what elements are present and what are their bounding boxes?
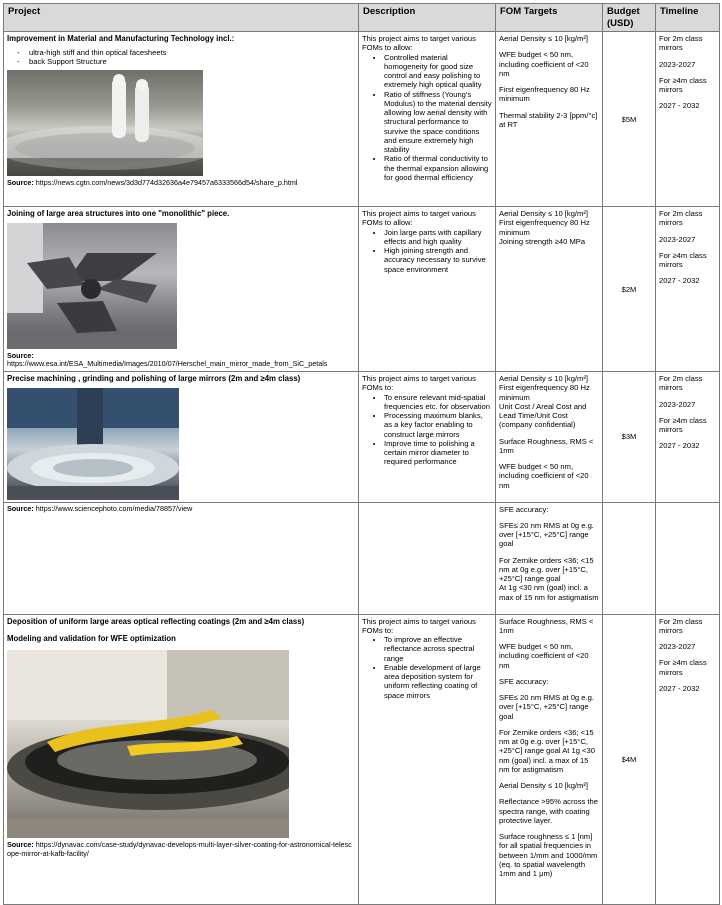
project-title: Precise machining , grinding and polishing of large mirrors (2m and ≥4m class) bbox=[7, 374, 301, 384]
fom-line: SFE≤ 20 nm RMS at 0g e.g. over [+15°C, +25°C] range goal bbox=[499, 693, 594, 721]
project-title: Improvement in Material and Manufacturing Technology incl.: bbox=[7, 34, 235, 44]
description-cell bbox=[359, 207, 496, 372]
timeline-line: For ≥4m class mirrors bbox=[659, 658, 707, 677]
fom-line: SFE≤ 20 nm RMS at 0g e.g. over [+15°C, +25°C] range goal bbox=[499, 520, 594, 549]
table-row bbox=[4, 502, 720, 614]
source-link[interactable]: https://www.sciencephoto.com/media/78857/view bbox=[35, 503, 193, 513]
list-item: • To ensure relevant mid-spatial frequencies etc. for observation bbox=[384, 393, 492, 412]
list-item: • Enable development of large area deposition system for uniform reflecting coating of space mirrors bbox=[384, 663, 492, 700]
timeline-line: For ≥4m class mirrors bbox=[659, 75, 707, 95]
description-cell bbox=[359, 502, 496, 614]
table-row bbox=[4, 614, 720, 904]
fom-cell bbox=[496, 32, 603, 207]
list-item: • Controlled material homogeneity for good size control and easy polishing to extremely high optical quality bbox=[384, 53, 492, 90]
fom-cell bbox=[496, 207, 603, 372]
fom-line: Thermal stability 2-3 [ppm/°c] at RT bbox=[499, 110, 598, 129]
description-cell bbox=[359, 614, 496, 904]
fom-line: For Zernike orders <36; <15 nm at 0g e.g. over [+15°C, +25°C] range goal bbox=[499, 555, 594, 584]
project-table bbox=[3, 3, 720, 905]
fom-line: Unit Cost / Areal Cost and Lead Time/Unit Cost (company confidential) bbox=[499, 401, 587, 430]
list-item: • Ratio of thermal conductivity to the thermal expansion allowing for good thermal efficiency bbox=[384, 154, 492, 182]
project-title: Joining of large area structures into one "monolithic" piece. bbox=[7, 209, 230, 219]
header-description: Description bbox=[359, 4, 496, 32]
source-line: Source: https://news.cgtn.com/news/3d3d774d32636a4e79457a6333566d54/share_p.html bbox=[7, 178, 298, 188]
description-list bbox=[362, 228, 492, 274]
header-timeline: Timeline bbox=[656, 4, 720, 32]
project-cell bbox=[4, 32, 359, 207]
timeline-line: For 2m class mirrors bbox=[659, 34, 703, 53]
timeline-line: 2023-2027 bbox=[659, 234, 696, 244]
fom-line: First eigenfrequency 80 Hz minimum bbox=[499, 218, 590, 237]
fom-line: WFE budget < 50 nm, including coefficient of <20 nm bbox=[499, 462, 589, 490]
fom-line: Surface Roughness, RMS < 1nm bbox=[499, 616, 594, 635]
timeline-line: For 2m class mirrors bbox=[659, 209, 703, 228]
timeline-line: For 2m class mirrors bbox=[659, 616, 703, 635]
project-title: Deposition of uniform large areas optical reflecting coatings (2m and ≥4m class) bbox=[7, 616, 305, 626]
fom-line: First eigenfrequency 80 Hz minimum bbox=[499, 383, 590, 402]
project-items bbox=[7, 48, 355, 67]
timeline-line: For ≥4m class mirrors bbox=[659, 415, 707, 435]
list-item: • High joining strength and accuracy necessary to survive space environment bbox=[384, 246, 492, 274]
fom-line: For Zernike orders <36; <15 nm at 0g e.g. over [+15°C, +25°C] range goal At 1g <30 nm (goal) incl. a max of 15 nm for astigmatism bbox=[499, 727, 595, 774]
description-intro: This project aims to target various FOMs to: bbox=[362, 616, 476, 635]
coating-mirror-photo bbox=[7, 650, 289, 838]
list-item: • Join large parts with capillary effects and high quality bbox=[384, 228, 492, 247]
fom-cell bbox=[496, 614, 603, 904]
fom-line: WFE budget < 50 nm, including coefficient of <20 nm bbox=[499, 50, 589, 78]
description-intro: This project aims to target various FOMs to allow: bbox=[362, 209, 476, 228]
timeline-line: 2023-2027 bbox=[659, 59, 696, 69]
source-line: Source: https://www.esa.int/ESA_Multimedia/Images/2010/07/Herschel_main_mirror_made_from_SiC_petals bbox=[7, 350, 328, 369]
description-intro: This project aims to target various FOMs to: bbox=[362, 374, 476, 393]
header-budget: Budget (USD) bbox=[603, 4, 656, 32]
timeline-cell bbox=[656, 372, 720, 503]
cleanroom-mirror-photo bbox=[7, 70, 203, 176]
table-row bbox=[4, 372, 720, 503]
fom-line: Aerial Density ≤ 10 [kg/m²] bbox=[499, 209, 588, 219]
fom-line: Joining strength ≥40 MPa bbox=[499, 236, 586, 246]
timeline-line: 2027 - 2032 bbox=[659, 101, 700, 111]
timeline-line: For 2m class mirrors bbox=[659, 374, 703, 393]
header-fom: FOM Targets bbox=[496, 4, 603, 32]
source-link[interactable]: https://dynavac.com/case-study/dynavac-develops-multi-layer-silver-coating-for-astronomical-telescope-mirror-at-kafb-facility/ bbox=[7, 839, 352, 858]
budget-cell: $3M bbox=[603, 372, 656, 503]
budget-cell: $2M bbox=[603, 207, 656, 372]
timeline-cell bbox=[656, 32, 720, 207]
timeline-line: 2027 - 2032 bbox=[659, 276, 700, 286]
budget-cell bbox=[603, 502, 656, 614]
polishing-machine-photo bbox=[7, 388, 179, 500]
fom-line: Aerial Density ≤ 10 [kg/m²] bbox=[499, 34, 588, 44]
header-row bbox=[4, 4, 720, 32]
project-cell bbox=[4, 502, 359, 614]
project-subtitle: Modeling and validation for WFE optimization bbox=[7, 634, 176, 644]
fom-cell bbox=[496, 372, 603, 503]
timeline-line: 2027 - 2032 bbox=[659, 441, 700, 451]
source-link[interactable]: https://news.cgtn.com/news/3d3d774d32636a4e79457a6333566d54/share_p.html bbox=[35, 178, 298, 188]
description-list bbox=[362, 393, 492, 467]
timeline-line: 2027 - 2032 bbox=[659, 683, 700, 693]
fom-line: First eigenfrequency 80 Hz minimum bbox=[499, 85, 590, 104]
source-link[interactable]: https://www.esa.int/ESA_Multimedia/Images/2010/07/Herschel_main_mirror_made_from_SiC_petals bbox=[7, 359, 328, 369]
description-list bbox=[362, 635, 492, 700]
description-list bbox=[362, 53, 492, 183]
source-line: Source: https://dynavac.com/case-study/dynavac-develops-multi-layer-silver-coating-for-astronomical-telescope-mirror-at-kafb-facility/ bbox=[7, 839, 352, 858]
timeline-line: 2023-2027 bbox=[659, 399, 696, 409]
description-intro: This project aims to target various FOMs to allow: bbox=[362, 34, 476, 53]
fom-cell bbox=[496, 502, 603, 614]
table-row bbox=[4, 207, 720, 372]
budget-cell: $5M bbox=[603, 32, 656, 207]
budget-cell: $4M bbox=[603, 614, 656, 904]
sic-petals-photo bbox=[7, 223, 177, 349]
list-item: - back Support Structure bbox=[29, 57, 355, 66]
timeline-line: For ≥4m class mirrors bbox=[659, 250, 707, 270]
project-cell bbox=[4, 614, 359, 904]
description-cell bbox=[359, 372, 496, 503]
fom-line: Surface Roughness, RMS < 1nm bbox=[499, 436, 594, 455]
source-line: Source: https://www.sciencephoto.com/media/78857/view bbox=[7, 503, 193, 513]
timeline-cell bbox=[656, 207, 720, 372]
fom-line: Reflectance >95% across the spectra range, with coating protective layer. bbox=[499, 797, 598, 825]
timeline-line: 2023-2027 bbox=[659, 642, 696, 652]
list-item: • Improve time to polishing a certain mirror diameter to required performance bbox=[384, 439, 492, 467]
table-row bbox=[4, 32, 720, 207]
list-item: - ultra-high stiff and thin optical facesheets bbox=[29, 48, 355, 57]
header-project: Project bbox=[4, 4, 359, 32]
fom-line: Aerial Density ≤ 10 [kg/m²] bbox=[499, 374, 588, 384]
fom-line: Surface roughness ≤ 1 [nm] for all spatial frequencies in between 1/mm and 1000/mm (eq. to spatial wavelength 1mm and 1 μm) bbox=[499, 832, 598, 879]
fom-line: SFE accuracy: bbox=[499, 676, 549, 686]
list-item: • To improve an effective reflectance across spectral range bbox=[384, 635, 492, 663]
list-item: • Ratio of stiffness (Young's Modulus) to the material density allowing low aerial density with structural performance to survive the space conditions and ensure extremely high stability bbox=[384, 90, 492, 155]
fom-line: At 1g <30 nm (goal) incl. a max of 15 nm for astigmatism bbox=[499, 583, 599, 602]
fom-line: SFE accuracy: bbox=[499, 504, 549, 514]
list-item: • Processing maximum blanks, as a key factor enabling to construct large mirrors bbox=[384, 411, 492, 439]
fom-line: WFE budget < 50 nm, including coefficient of <20 nm bbox=[499, 642, 589, 670]
project-cell bbox=[4, 207, 359, 372]
description-cell bbox=[359, 32, 496, 207]
timeline-cell bbox=[656, 502, 720, 614]
fom-line: Aerial Density ≤ 10 [kg/m²] bbox=[499, 781, 588, 791]
project-cell bbox=[4, 372, 359, 503]
timeline-cell bbox=[656, 614, 720, 904]
